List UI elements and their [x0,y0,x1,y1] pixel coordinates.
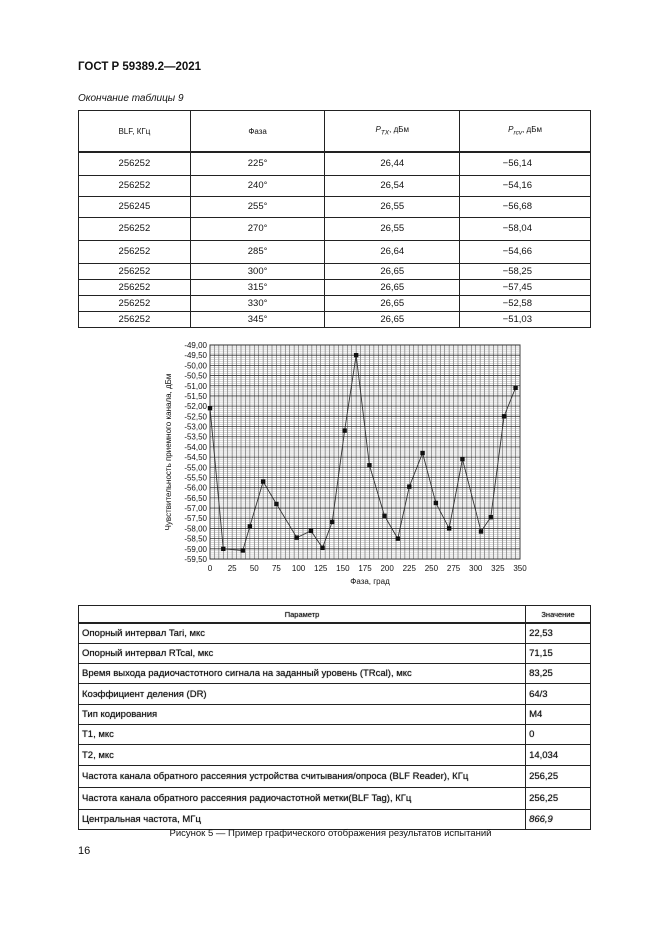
param-value: 22,53 [526,623,591,644]
y-tick-label: -56,50 [184,493,207,503]
params-row [79,623,591,644]
params-row [79,810,591,830]
cell-blf: 256252 [79,152,191,175]
params-row [79,745,591,766]
cell-prcv: −52,58 [460,295,591,311]
cell-blf: 256252 [79,279,191,295]
data-point [447,526,451,530]
y-tick-label: -49,00 [184,341,207,350]
cell-phase: 285° [190,240,325,263]
cell-prcv: −57,45 [460,279,591,295]
param-name: Опорный интервал RTcal, мкс [79,644,526,664]
document-header: ГОСТ Р 59389.2—2021 [78,61,202,73]
y-tick-label: -59,00 [184,544,207,554]
param-name: Частота канала обратного рассеяния радиочастотной метки(BLF Tag), КГц [79,788,526,810]
data-point [208,406,212,410]
cell-phase: 330° [190,295,325,311]
cell-phase: 300° [190,263,325,279]
param-name: T2, мкс [79,745,526,766]
x-tick-label: 200 [380,564,394,573]
x-tick-label: 100 [291,564,306,573]
y-axis-title: Чувствительность приемного канала, дБм [164,373,173,531]
params-row [79,725,591,745]
param-value: 83,25 [526,664,591,684]
y-tick-label: -58,50 [184,534,207,544]
param-name: Коэффициент деления (DR) [79,684,526,705]
cell-prcv: −51,03 [460,311,591,327]
param-name: Частота канала обратного рассеяния устройства считывания/опроса (BLF Reader), КГц [79,766,526,788]
data-point [396,536,400,540]
col-ptx: $P_{TX}$, дБм [325,111,460,153]
data-point [309,529,313,533]
y-tick-label: -53,00 [184,422,207,432]
param-name: Время выхода радиочастотного сигнала на заданный уровень (TRcal), мкс [79,664,526,684]
y-tick-label: -52,00 [184,402,207,412]
x-tick-label: 0 [207,564,213,573]
y-tick-label: -55,50 [184,473,207,483]
param-value: M4 [526,705,591,725]
cell-blf: 256252 [79,175,191,196]
x-tick-label: 275 [446,564,461,573]
x-tick-label: 350 [513,564,527,573]
param-name: Тип кодирования [79,705,526,725]
data-point [330,520,334,524]
param-name: Центральная частота, МГц [79,810,526,830]
figure-caption: Рисунок 5 — Пример графического отображения результатов испытаний [169,828,492,839]
data-point [354,353,358,357]
y-tick-label: -50,50 [184,371,207,381]
cell-ptx: 26,64 [325,240,460,263]
y-tick-label: -55,00 [184,463,207,473]
data-point [502,414,506,418]
cell-blf: 256252 [79,295,191,311]
x-tick-label: 175 [358,564,372,573]
data-point [248,524,252,528]
x-tick-label: 75 [271,564,281,573]
data-point [407,484,411,488]
param-name: Опорный интервал Tari, мкс [79,623,526,644]
cell-phase: 225° [190,152,325,175]
page-number: 16 [78,845,91,857]
x-tick-label: 325 [491,564,505,573]
data-point [320,546,324,550]
cell-prcv: −58,04 [460,217,591,240]
params-row [79,766,591,788]
param-value: 14,034 [526,745,591,766]
cell-ptx: 26,65 [325,311,460,327]
cell-phase: 345° [190,311,325,327]
cell-blf: 256252 [79,217,191,240]
y-tick-label: -58,00 [184,524,207,534]
data-point [382,514,386,518]
params-row [79,644,591,664]
parameters-table [78,605,591,830]
y-tick-label: -56,00 [184,483,207,493]
x-axis-title: Фаза, град [350,577,390,586]
y-tick-label: -54,50 [184,453,207,463]
params-row [79,705,591,725]
x-tick-label: 225 [402,564,416,573]
data-point [342,428,346,432]
params-row [79,684,591,705]
param-value: 0 [526,725,591,745]
data-point [367,463,371,467]
cell-phase: 270° [190,217,325,240]
cell-ptx: 26,65 [325,279,460,295]
y-tick-label: -50,00 [184,361,207,371]
col-phase: Фаза [190,111,325,153]
data-point [274,502,278,506]
data-point [420,451,424,455]
param-name: T1, мкс [79,725,526,745]
cell-ptx: 26,55 [325,217,460,240]
x-tick-label: 50 [249,564,259,573]
y-tick-label: -53,50 [184,432,207,442]
param-value: 64/3 [526,684,591,705]
cell-ptx: 26,44 [325,152,460,175]
data-point [241,548,245,552]
cell-prcv: −58,25 [460,263,591,279]
cell-phase: 240° [190,175,325,196]
y-tick-label: -49,50 [184,351,207,361]
y-tick-label: -52,50 [184,412,207,422]
x-tick-label: 125 [314,564,328,573]
x-tick-label: 150 [336,564,350,573]
cell-blf: 256252 [79,263,191,279]
cell-prcv: −56,14 [460,152,591,175]
data-point [460,457,464,461]
cell-phase: 315° [190,279,325,295]
cell-ptx: 26,65 [325,263,460,279]
x-tick-label: 25 [227,564,237,573]
cell-prcv: −54,66 [460,240,591,263]
cell-blf: 256252 [79,240,191,263]
data-point [221,547,225,551]
cell-ptx: 26,54 [325,175,460,196]
y-tick-label: -51,00 [184,381,207,391]
params-header-row [79,606,591,624]
x-tick-label: 300 [469,564,483,573]
y-tick-label: -59,50 [184,555,207,564]
cell-prcv: −56,68 [460,196,591,217]
y-tick-label: -54,00 [184,442,207,452]
cell-prcv: −54,16 [460,175,591,196]
cell-blf: 256245 [79,196,191,217]
params-row [79,664,591,684]
data-point [513,386,517,390]
col-parameter: Параметр [79,606,526,624]
param-value: 866,9 [526,810,591,830]
col-blf: BLF, КГц [79,111,191,153]
cell-ptx: 26,65 [325,295,460,311]
table-caption: Окончание таблицы 9 [78,93,184,104]
cell-ptx: 26,55 [325,196,460,217]
param-value: 71,15 [526,644,591,664]
y-tick-label: -57,00 [184,504,207,514]
cell-phase: 255° [190,196,325,217]
col-prcv: $P_{rcv}$, дБм [460,111,591,153]
cell-blf: 256252 [79,311,191,327]
x-tick-label: 250 [424,564,439,573]
y-tick-label: -57,50 [184,514,207,524]
data-point [434,501,438,505]
y-tick-label: -51,50 [184,391,207,401]
data-point [295,535,299,539]
data-point [261,479,265,483]
col-value: Значение [526,606,591,624]
data-point [489,515,493,519]
param-value: 256,25 [526,766,591,788]
data-point [479,529,483,533]
param-value: 256,25 [526,788,591,810]
params-row [79,788,591,810]
